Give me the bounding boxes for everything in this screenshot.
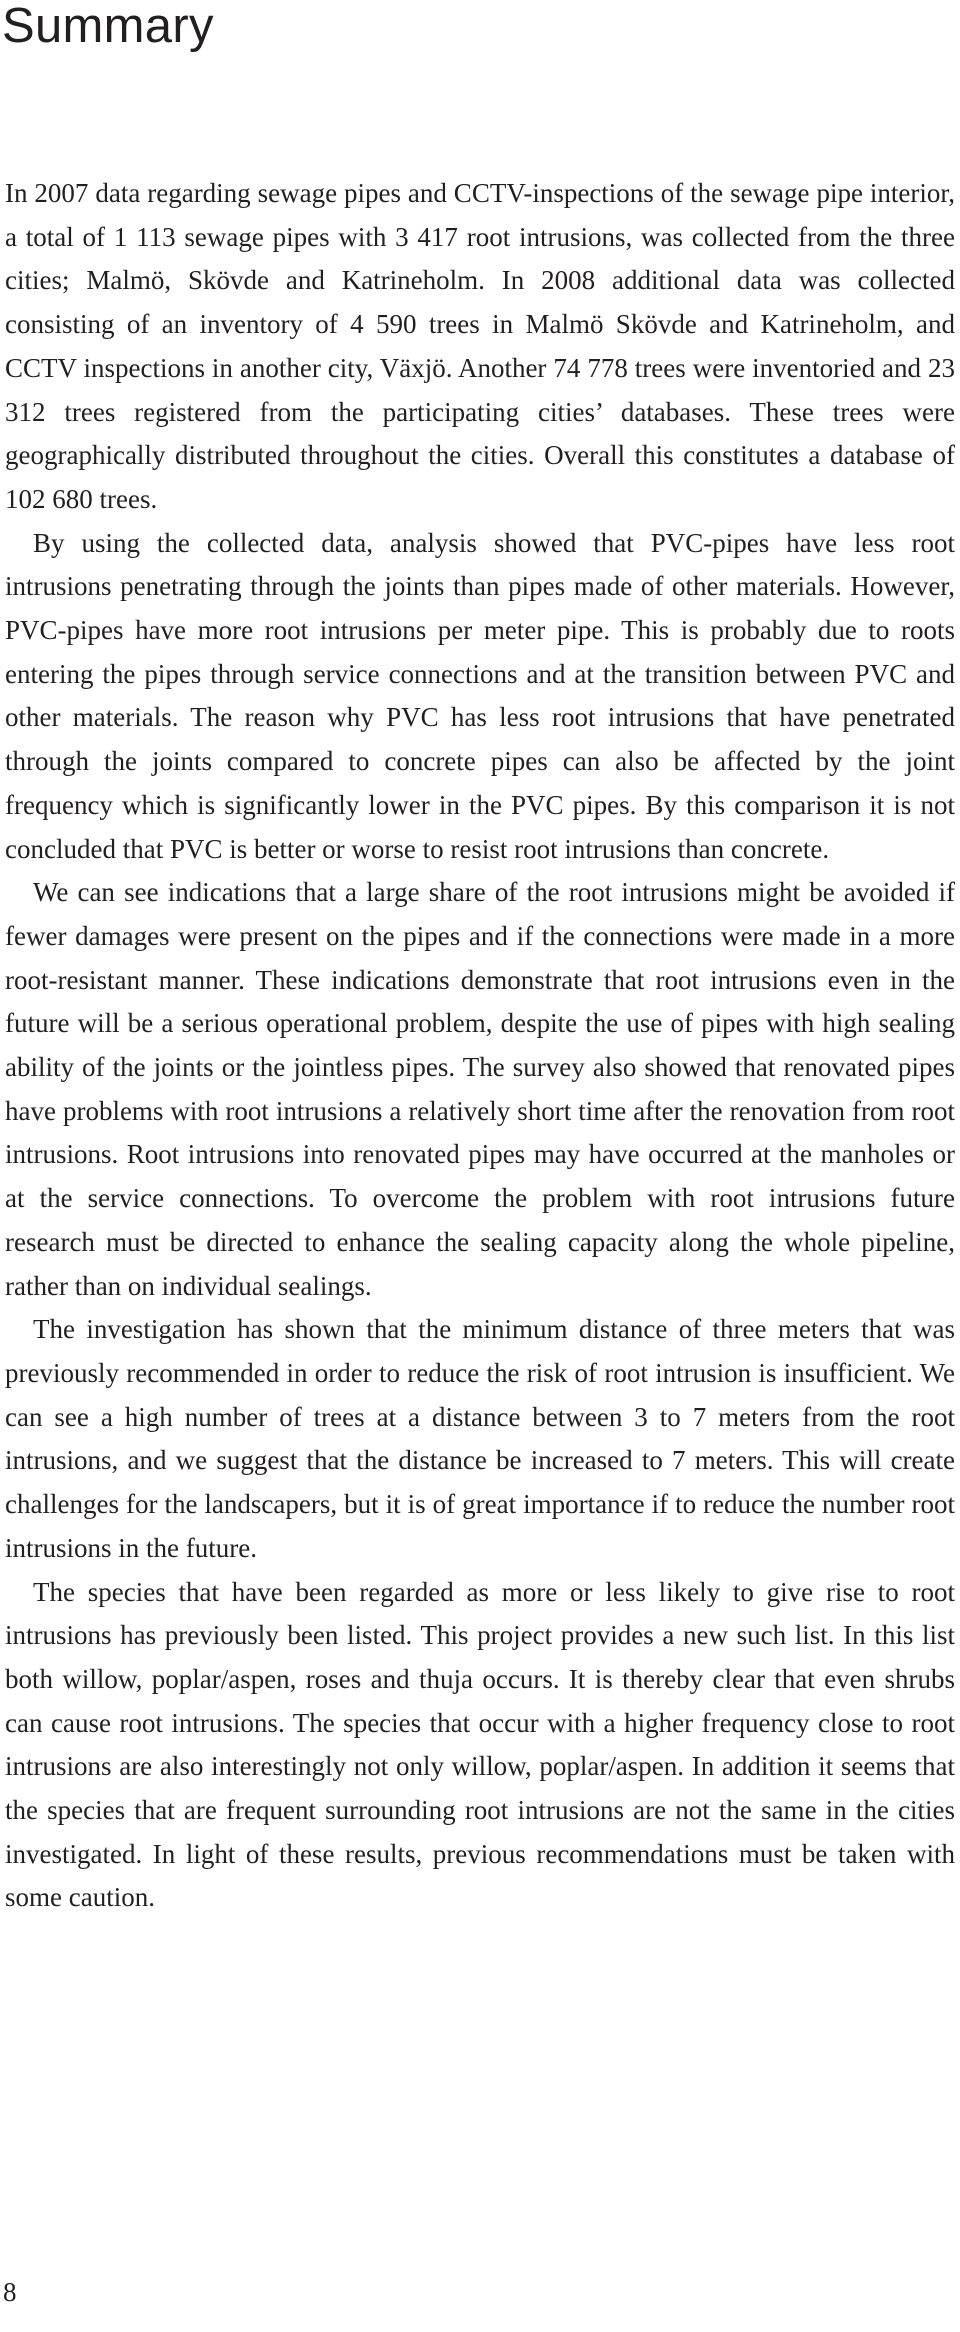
paragraph-species-list: The species that have been regarded as more or less likely to give rise to root intrusions has previously been listed. This project provides a new such list. In this list both willow, poplar/aspen, roses and thuja occurs. It is thereby clear that even shrubs can cause root intrusions. The species that occur with a higher frequency close to root intrusions are also interestingly not only willow, poplar/aspen. In addition it seems that the species that are frequent surrounding root intrusions are not the same in the cities investigated. In light of these results, previous recommendations must be taken with some caution. (5, 1576, 955, 1913)
page-number: 8 (3, 2277, 17, 2307)
page-title: Summary (2, 0, 214, 53)
paragraph-damages-and-sealing: We can see indications that a large share of the root intrusions might be avoided if fewer damages were present on the pipes and if the connections were made in a more root-resistant manner. These indications demonstrate that root intrusions even in the future will be a serious operational problem, despite the use of pipes with high sealing ability of the joints or the jointless pipes. The survey also showed that renovated pipes have problems with root intrusions a relatively short time after the renovation from root intrusions. Root intrusions into renovated pipes may have occurred at the manholes or at the service connections. To overcome the problem with root intrusions future research must be directed to enhance the sealing capacity along the whole pipeline, rather than on individual sealings. (5, 877, 955, 1301)
paragraph-tree-distance: The investigation has shown that the minimum distance of three meters that was previously recommended in order to reduce the risk of root intrusion is insufficient. We can see a high number of trees at a distance between 3 to 7 meters from the root intrusions, and we suggest that the distance be increased to 7 meters. This will create challenges for the landscapers, but it is of great importance if to reduce the number root intrusions in the future. (5, 1314, 955, 1563)
summary-body (5, 172, 955, 1920)
paragraph-pipe-materials: By using the collected data, analysis showed that PVC-pipes have less root intrusions penetrating through the joints than pipes made of other materials. However, PVC-pipes have more root intrusions per meter pipe. This is probably due to roots entering the pipes through service connections and at the transition between PVC and other materials. The reason why PVC has less root intrusions that have penetrated through the joints compared to concrete pipes can also be affected by the joint frequency which is significantly lower in the PVC pipes. By this comparison it is not concluded that PVC is better or worse to resist root intrusions than concrete. (5, 527, 955, 864)
paragraph-data-collection: In 2007 data regarding sewage pipes and CCTV-inspections of the sewage pipe interior, a total of 1 113 sewage pipes with 3 417 root intrusions, was collected from the three cities; Malmö, Skövde and Katrineholm. In 2008 additional data was collected consisting of an inventory of 4 590 trees in Malmö Skövde and Katrineholm, and CCTV inspections in another city, Växjö. Another 74 778 trees were inventoried and 23 312 trees registered from the participating cities’ databases. These trees were geographically distributed throughout the cities. Overall this constitutes a database of 102 680 trees. (5, 178, 955, 514)
